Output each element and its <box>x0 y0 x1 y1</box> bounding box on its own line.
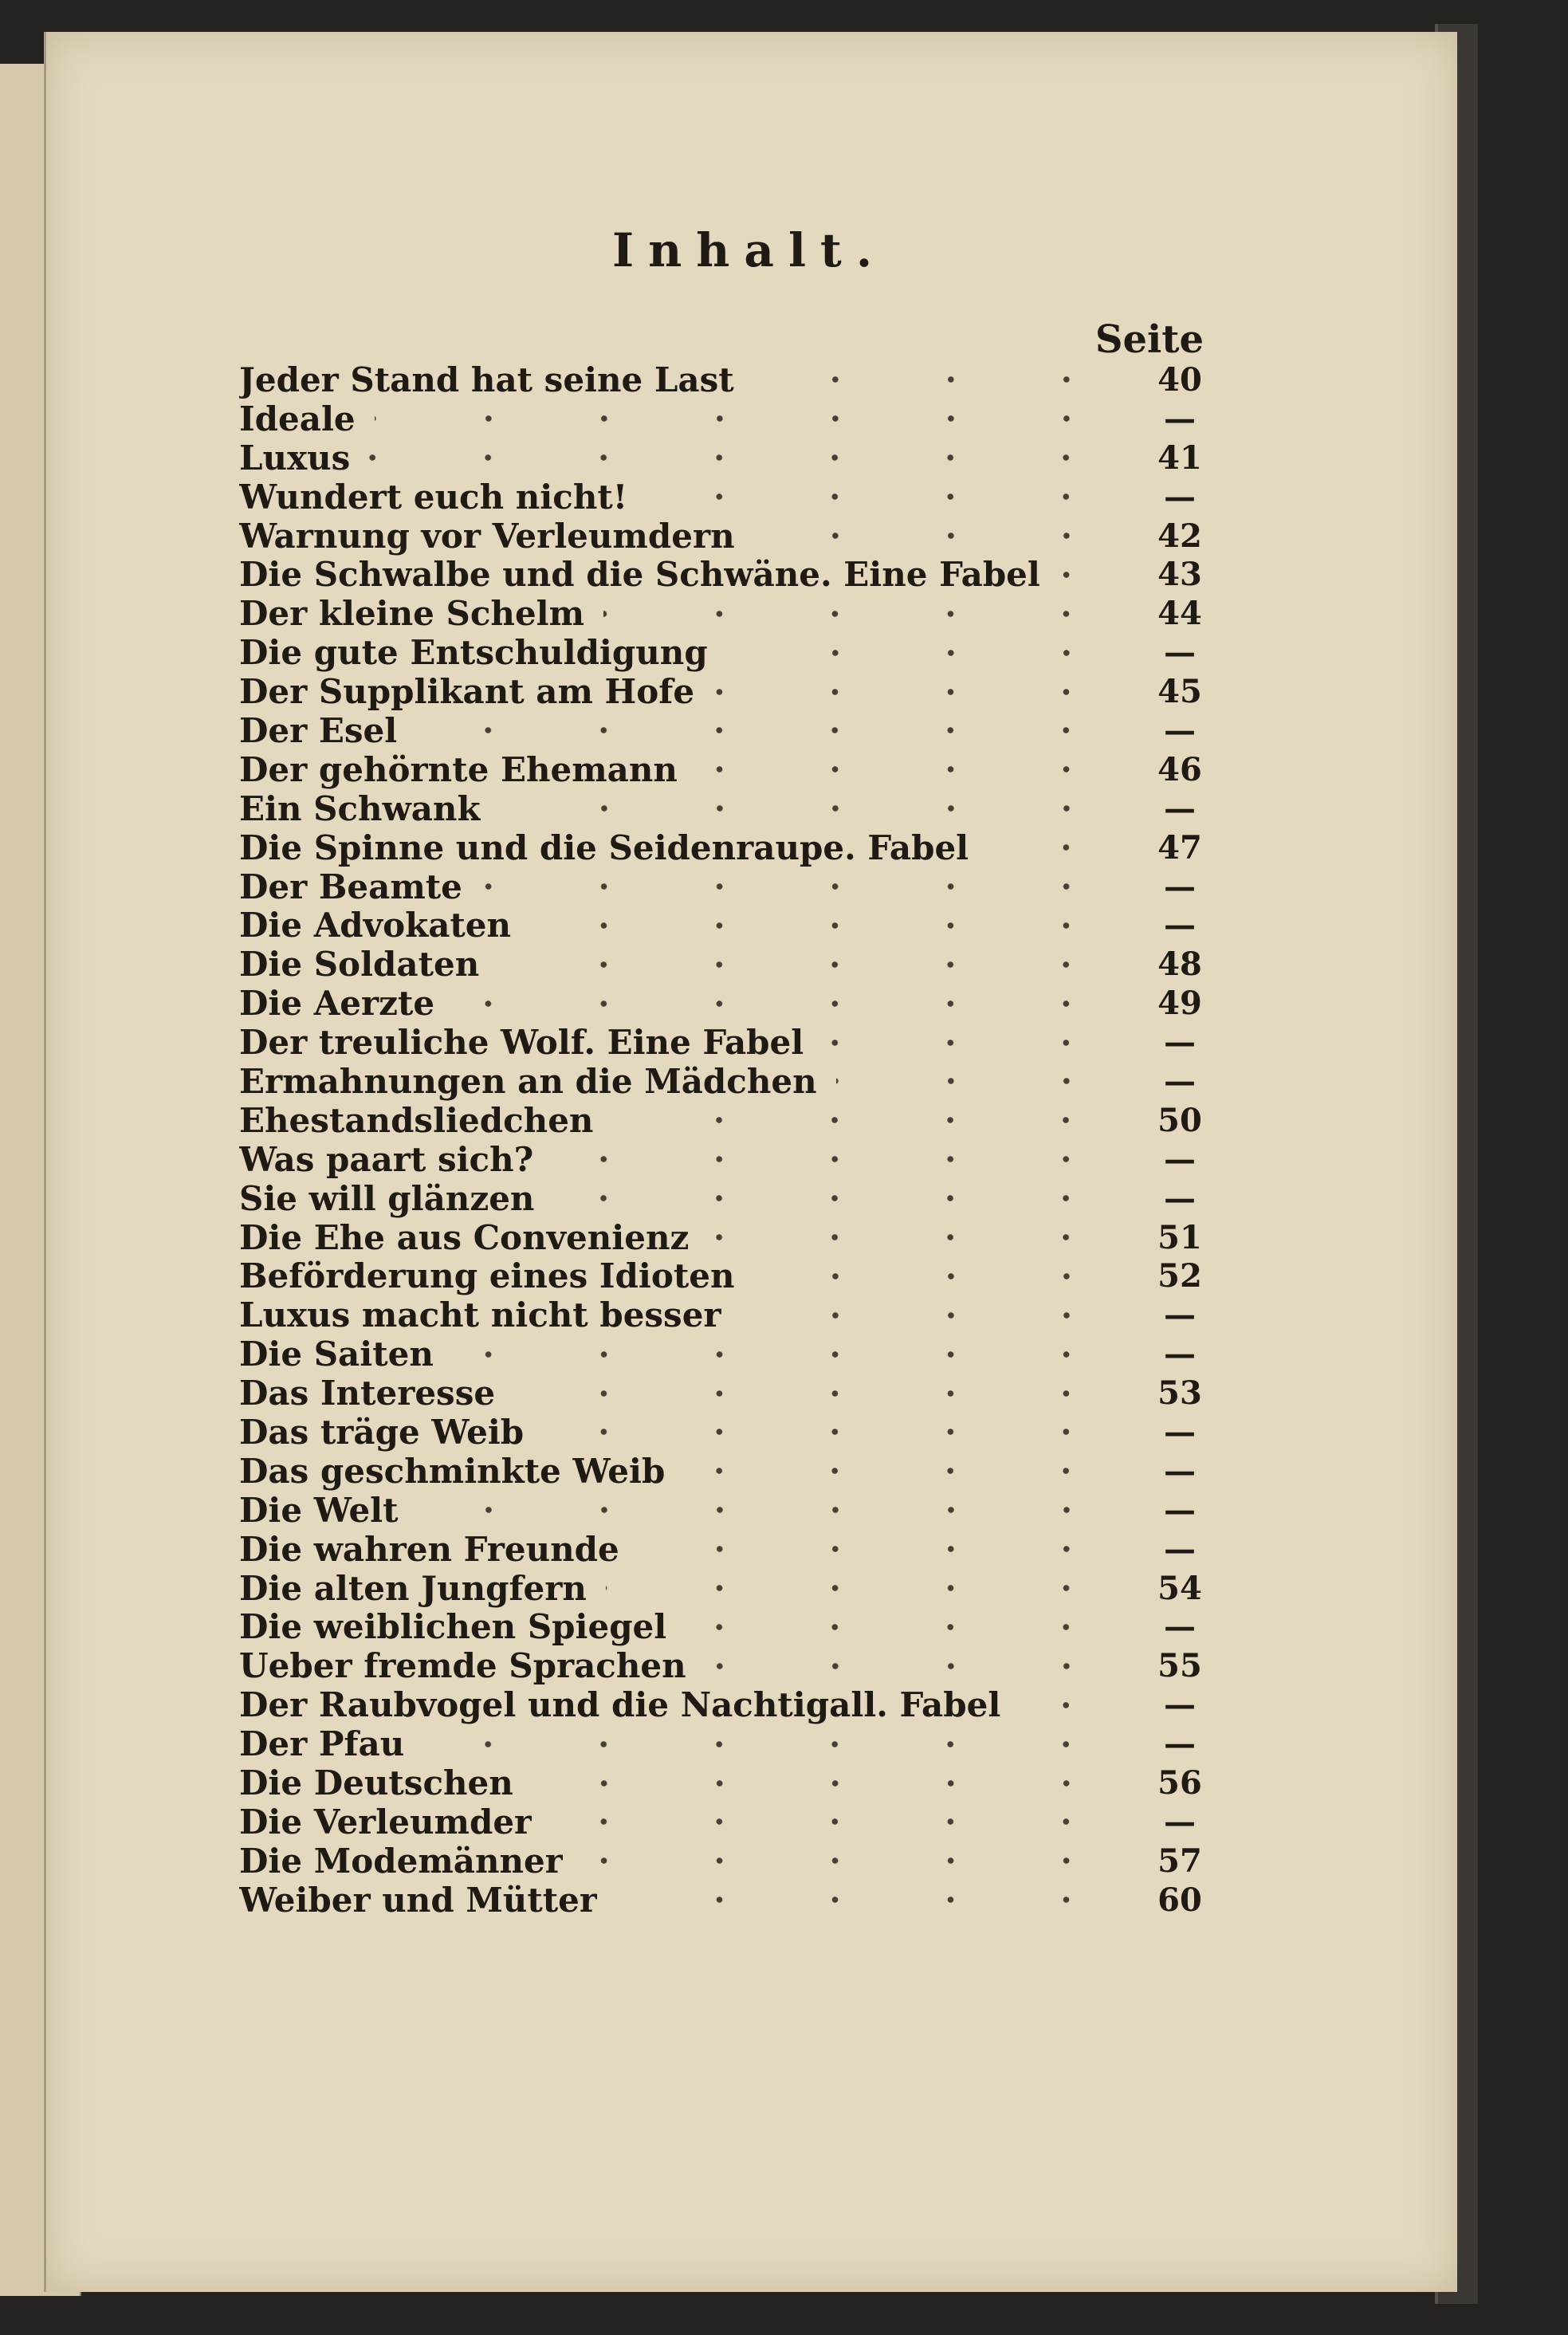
dot-leader <box>1059 567 1124 583</box>
toc-entry <box>239 1101 1212 1140</box>
dot-leader <box>988 839 1124 855</box>
toc-entry <box>239 906 1212 945</box>
toc-entry-page: — <box>1164 1452 1196 1490</box>
toc-entry-page: — <box>1164 399 1196 438</box>
toc-entry-title: Ueber fremde Sprachen <box>239 1646 686 1686</box>
toc-entry-title: Der kleine Schelm <box>239 594 585 634</box>
toc-entry <box>239 555 1212 594</box>
toc-entry <box>239 1062 1212 1101</box>
toc-entry <box>239 1256 1212 1295</box>
dot-leader <box>639 1541 1124 1557</box>
toc-entry-title: Die Aerzte <box>239 984 435 1024</box>
toc-entry <box>239 1413 1212 1452</box>
page-column-heading: Seite <box>1094 317 1204 362</box>
toc-entry-page: 41 <box>1157 438 1202 477</box>
toc-entry <box>239 633 1212 672</box>
toc-entry-page: — <box>1164 1725 1196 1763</box>
toc-entry-page: — <box>1164 1140 1196 1178</box>
dot-leader <box>530 918 1124 934</box>
toc-entry-page: — <box>1164 1802 1196 1841</box>
toc-entry <box>239 1023 1212 1062</box>
toc-entry <box>239 1140 1212 1179</box>
page-title: Inhalt. <box>611 223 887 277</box>
toc-entry-title: Der Raubvogel und die Nachtigall. Fabel <box>239 1685 1001 1725</box>
toc-entry-page: — <box>1164 1179 1196 1217</box>
toc-entry-page: — <box>1164 1296 1196 1335</box>
toc-entry <box>239 1608 1212 1647</box>
toc-entry-title: Die Modemänner <box>239 1841 563 1881</box>
toc-entry-title: Was paart sich? <box>239 1139 534 1179</box>
dot-leader <box>454 996 1124 1012</box>
toc-entry-title: Jeder Stand hat seine Last <box>239 360 734 399</box>
toc-entry-title: Die Advokaten <box>239 906 512 945</box>
toc-entry-page: 54 <box>1157 1569 1202 1607</box>
toc-entry <box>239 438 1212 478</box>
dot-leader <box>836 1073 1124 1089</box>
toc-entry-page: — <box>1164 634 1196 672</box>
toc-entry-title: Die Schwalbe und die Schwäne. Eine Fabel <box>239 555 1040 595</box>
toc-entry-title: Die wahren Freunde <box>239 1529 619 1569</box>
dot-leader <box>708 1229 1124 1245</box>
dot-leader <box>375 411 1124 427</box>
toc-entry-page: 45 <box>1157 673 1202 711</box>
toc-entry-title: Die Saiten <box>239 1335 434 1374</box>
toc-entry <box>239 594 1212 633</box>
toc-entry <box>239 1491 1212 1530</box>
toc-entry-page: 40 <box>1157 360 1202 399</box>
toc-entry-title: Luxus <box>239 438 351 478</box>
toc-entry <box>239 517 1212 556</box>
toc-entry-title: Der Supplikant am Hofe <box>239 672 695 712</box>
toc-entry-page: — <box>1164 1024 1196 1062</box>
toc-entry-title: Die Welt <box>239 1490 399 1530</box>
toc-entry <box>239 360 1212 399</box>
dot-leader <box>423 1736 1124 1752</box>
toc-entry-title: Sie will glänzen <box>239 1178 535 1218</box>
toc-entry <box>239 399 1212 438</box>
toc-entry-title: Der treuliche Wolf. Eine Fabel <box>239 1023 804 1063</box>
dot-leader <box>500 800 1124 816</box>
toc-entry-title: Das geschminkte Weib <box>239 1451 666 1491</box>
toc-entry <box>239 1724 1212 1763</box>
toc-entry-title: Ideale <box>239 399 356 438</box>
toc-entry <box>239 828 1212 867</box>
toc-entry-title: Die Soldaten <box>239 945 480 985</box>
dot-leader <box>498 957 1124 973</box>
dot-leader <box>741 1307 1124 1323</box>
toc-entry <box>239 1295 1212 1335</box>
toc-entry-title: Beförderung eines Idioten <box>239 1256 735 1296</box>
dot-leader <box>754 1268 1124 1284</box>
toc-entry <box>239 1374 1212 1413</box>
toc-entry-page: — <box>1164 906 1196 945</box>
dot-leader <box>551 1814 1124 1830</box>
dot-leader <box>823 1035 1124 1051</box>
toc-entry <box>239 1685 1212 1724</box>
toc-entry <box>239 478 1212 517</box>
toc-entry-page: — <box>1164 711 1196 749</box>
toc-entry-page: — <box>1164 1686 1196 1724</box>
toc-entry <box>239 1530 1212 1569</box>
toc-entry-title: Der Pfau <box>239 1724 405 1764</box>
toc-entry-page: — <box>1164 789 1196 827</box>
dot-leader <box>1020 1697 1124 1713</box>
dot-leader <box>754 528 1124 544</box>
toc-entry <box>239 1646 1212 1685</box>
toc-entry-title: Der gehörnte Ehemann <box>239 749 678 789</box>
toc-entry <box>239 1763 1212 1802</box>
toc-entry-title: Ehestandsliedchen <box>239 1100 594 1140</box>
toc-entry <box>239 1335 1212 1374</box>
dot-leader <box>514 1386 1124 1401</box>
dot-leader <box>481 879 1124 894</box>
dot-leader <box>369 450 1124 466</box>
toc-entry-page: 55 <box>1157 1647 1202 1685</box>
dot-leader <box>603 606 1124 622</box>
dot-leader <box>543 1424 1124 1440</box>
toc-entry-page: 57 <box>1157 1842 1202 1880</box>
dot-leader <box>416 722 1124 738</box>
toc-entry-page: 50 <box>1157 1101 1202 1139</box>
dot-leader <box>532 1775 1124 1791</box>
dot-leader <box>727 645 1124 661</box>
dot-leader <box>686 1619 1124 1635</box>
toc-entry-page: — <box>1164 1608 1196 1646</box>
toc-entry-title: Wundert euch nicht! <box>239 477 628 517</box>
dot-leader <box>646 489 1124 505</box>
toc-entry-page: — <box>1164 1335 1196 1374</box>
toc-entry <box>239 1569 1212 1608</box>
toc-entry <box>239 672 1212 711</box>
toc-entry <box>239 984 1212 1023</box>
toc-entry-page: 43 <box>1157 556 1202 594</box>
dot-leader <box>418 1502 1124 1518</box>
dot-leader <box>705 1658 1124 1674</box>
toc-entry <box>239 1802 1212 1842</box>
toc-entry-page: — <box>1164 1062 1196 1100</box>
toc-entry-title: Der Esel <box>239 710 398 750</box>
toc-entry-page: — <box>1164 478 1196 516</box>
toc-entry-title: Die alten Jungfern <box>239 1568 587 1608</box>
toc-entry-title: Die Ehe aus Convenienz <box>239 1217 690 1257</box>
dot-leader <box>616 1892 1124 1908</box>
toc-entry <box>239 1452 1212 1491</box>
toc-entry-page: 51 <box>1157 1218 1202 1256</box>
dot-leader <box>684 1463 1124 1479</box>
toc-entry-title: Die weiblichen Spiegel <box>239 1607 667 1647</box>
dot-leader <box>552 1151 1124 1167</box>
toc-entry-title: Die Spinne und die Seidenraupe. Fabel <box>239 827 969 867</box>
toc-entry-title: Ermahnungen an die Mädchen <box>239 1061 817 1101</box>
toc-entry <box>239 711 1212 750</box>
toc-entry-page: — <box>1164 1413 1196 1451</box>
toc-entry-title: Der Beamte <box>239 867 462 906</box>
table-of-contents <box>239 360 1212 1920</box>
toc-entry <box>239 1218 1212 1257</box>
toc-entry-title: Das Interesse <box>239 1374 496 1413</box>
toc-entry-page: 44 <box>1157 595 1202 633</box>
toc-entry-page: 48 <box>1157 945 1202 984</box>
dot-leader <box>553 1190 1124 1206</box>
dot-leader <box>582 1853 1124 1869</box>
toc-entry-title: Warnung vor Verleumdern <box>239 516 735 556</box>
dot-leader <box>612 1112 1124 1128</box>
toc-entry-page: 56 <box>1157 1764 1202 1802</box>
dot-leader <box>697 761 1124 777</box>
toc-entry-page: — <box>1164 867 1196 906</box>
dot-leader <box>753 371 1124 387</box>
toc-entry-title: Die Deutschen <box>239 1763 513 1803</box>
toc-entry-title: Weiber und Mütter <box>239 1880 597 1920</box>
toc-entry-title: Luxus macht nicht besser <box>239 1295 721 1335</box>
toc-entry-page: 47 <box>1157 828 1202 867</box>
toc-entry-page: 46 <box>1157 750 1202 788</box>
toc-entry-page: 49 <box>1157 985 1202 1023</box>
toc-entry <box>239 867 1212 906</box>
toc-entry <box>239 789 1212 828</box>
toc-entry-page: — <box>1164 1530 1196 1568</box>
toc-entry-title: Ein Schwank <box>239 788 481 828</box>
toc-entry-title: Die gute Entschuldigung <box>239 633 708 673</box>
toc-entry <box>239 1179 1212 1218</box>
dot-leader <box>606 1580 1124 1596</box>
toc-entry-page: 53 <box>1157 1374 1202 1413</box>
toc-entry <box>239 750 1212 789</box>
toc-entry-page: — <box>1164 1491 1196 1529</box>
toc-entry-page: 52 <box>1157 1257 1202 1295</box>
dot-leader <box>453 1346 1124 1362</box>
toc-entry <box>239 1842 1212 1881</box>
dot-leader <box>713 684 1124 700</box>
toc-entry-page: 60 <box>1157 1881 1202 1919</box>
toc-entry-title: Die Verleumder <box>239 1802 532 1842</box>
toc-entry <box>239 945 1212 984</box>
toc-entry-title: Das träge Weib <box>239 1413 525 1452</box>
toc-entry-page: 42 <box>1157 517 1202 555</box>
toc-entry <box>239 1881 1212 1920</box>
